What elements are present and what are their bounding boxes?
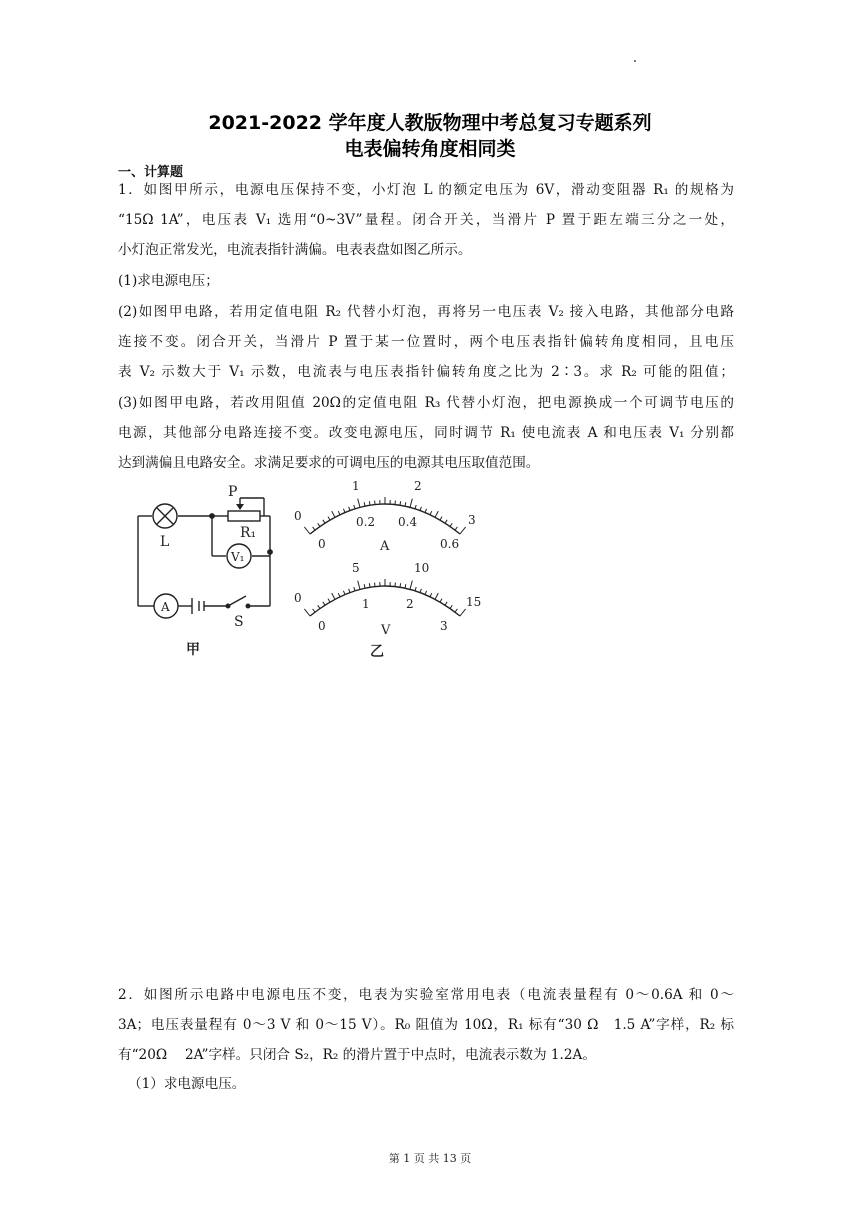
q1-part-2b: 连接不变。闭合开关，当滑片 P 置于某一位置时，两个电压表指针偏转角度相同，且电压 — [118, 334, 734, 350]
voltmeter-outer-tick-2: 10 — [414, 561, 430, 575]
dial-tick — [358, 499, 360, 508]
dial-tick — [435, 593, 438, 599]
dial-tick — [323, 602, 325, 605]
dial-tick — [364, 502, 365, 506]
dial-tick — [400, 583, 401, 587]
dial-tick — [415, 505, 416, 509]
dial-tick — [369, 583, 370, 587]
question-figure — [130, 478, 490, 663]
rheostat-symbol — [228, 511, 260, 521]
dial-tick — [318, 523, 320, 526]
dial-tick — [440, 517, 442, 520]
page-subtitle: 电表偏转角度相同类 — [344, 138, 516, 160]
ammeter-outer-tick-2: 2 — [414, 479, 422, 493]
dial-tick — [328, 599, 330, 602]
ammeter-outer-tick-1: 1 — [352, 479, 360, 493]
page-footer: 第 1 页 共 13 页 — [388, 1152, 472, 1165]
dial-tick — [445, 520, 447, 523]
dial-tick — [358, 581, 360, 590]
section-heading: 一、计算题 — [118, 165, 184, 180]
dial-tick — [349, 507, 350, 511]
switch-symbol — [228, 596, 246, 606]
dial-tick — [332, 511, 335, 517]
voltmeter-inner-tick-2: 2 — [406, 597, 414, 611]
dial-tick — [435, 511, 438, 517]
q1-part-2a: (2)如图甲电路，若用定值电阻 R₂ 代替小灯泡，再将另一电压表 V₂ 接入电路，其他部分电路 — [118, 304, 734, 320]
dial-tick — [354, 587, 355, 591]
dial-tick — [455, 527, 457, 530]
q1-part-1: (1)求电源电压； — [118, 273, 219, 289]
voltmeter-label: V₁ — [231, 550, 245, 564]
dial-tick — [349, 589, 350, 593]
q1-line-1: 1．如图甲所示，电源电压保持不变，小灯泡 L 的额定电压为 6V，滑动变阻器 R₁ 的规格为 — [118, 182, 734, 198]
dial-tick — [445, 602, 447, 605]
ammeter-unit: A — [380, 539, 390, 554]
dial-tick — [328, 517, 330, 520]
voltmeter-dial — [294, 561, 481, 660]
dial-tick — [405, 502, 406, 506]
dial-tick — [455, 609, 457, 612]
lamp-label: L — [160, 534, 170, 550]
dial-tick — [450, 605, 452, 608]
ammeter-inner-tick-1: 0.2 — [356, 515, 376, 529]
dial-tick — [400, 501, 401, 505]
voltmeter-outer-tick-1: 5 — [352, 561, 360, 575]
dial-tick — [364, 584, 365, 588]
ammeter-inner-tick-2: 0.4 — [398, 515, 418, 529]
dial-tick — [313, 527, 315, 530]
q2-part-1: （1）求电源电压。 — [128, 1076, 246, 1092]
ammeter-outer-tick-0: 0 — [294, 509, 302, 523]
circuit-diagram — [138, 498, 272, 618]
q1-line-3: 小灯泡正常发光，电流表指针满偏。电表表盘如图乙所示。 — [118, 242, 472, 258]
dial-tick — [318, 605, 320, 608]
dial-tick — [425, 509, 427, 513]
ammeter-label: A — [161, 600, 170, 614]
q1-line-2: “15Ω 1A”，电压表 V₁ 选用“0~3V”量程。闭合开关，当滑片 P 置于距左端三分之一处， — [118, 212, 734, 228]
dial-tick — [369, 501, 370, 505]
q2-line-3: 有“20Ω 2A”字样。只闭合 S₂，R₂ 的滑片置于中点时，电流表示数为 1.2A。 — [118, 1047, 596, 1063]
dial-tick — [332, 593, 335, 599]
dial-tick — [430, 511, 432, 515]
dial-tick — [460, 609, 466, 616]
speck — [634, 60, 636, 62]
figure-caption-yi: 乙 — [370, 644, 384, 660]
ammeter-inner-tick-3: 0.6 — [440, 537, 460, 551]
rheostat-label: R₁ — [240, 525, 257, 541]
dial-tick — [450, 523, 452, 526]
dial-tick — [343, 591, 345, 595]
dial-tick — [415, 587, 416, 591]
dial-tick — [420, 589, 421, 593]
ammeter-outer-tick-3: 3 — [468, 513, 476, 527]
dial-tick — [343, 509, 345, 513]
dial-tick — [405, 584, 406, 588]
dial-tick — [323, 520, 325, 523]
dial-tick — [354, 505, 355, 509]
q1-part-3c: 达到满偏且电路安全。求满足要求的可调电压的电源其电压取值范围。 — [118, 455, 540, 471]
voltmeter-unit: V — [381, 623, 391, 638]
q1-part-3a: (3)如图甲电路，若改用阻值 20Ω的定值电阻 R₃ 代替小灯泡，把电源换成一个可调节电压的 — [118, 395, 735, 411]
ammeter-dial — [294, 479, 476, 554]
dial-tick — [440, 599, 442, 602]
dial-tick — [338, 511, 340, 515]
dial-tick — [338, 593, 340, 597]
q2-line-1: 2．如图所示电路中电源电压不变，电表为实验室常用电表（电流表量程有 0～0.6A 和 0～ — [118, 987, 734, 1003]
q2-line-2: 3A；电压表量程有 0～3 V 和 0～15 V）。R₀ 阻值为 10Ω，R₁ 标有“30 Ω 1.5 A”字样，R₂ 标 — [118, 1017, 734, 1033]
q1-part-2c: 表 V₂ 示数大于 V₁ 示数，电流表与电压表指针偏转角度之比为 2∶3。求 R₂ 可能的阻值； — [118, 364, 734, 380]
dial-tick — [410, 499, 412, 508]
dial-tick — [304, 527, 310, 534]
dial-tick — [425, 591, 427, 595]
slider-label: P — [228, 484, 238, 500]
ammeter-inner-tick-0: 0 — [318, 537, 326, 551]
dial-tick — [304, 609, 310, 616]
switch-label: S — [234, 614, 244, 630]
q1-part-3b: 电源，其他部分电路连接不变。改变电源电压，同时调节 R₁ 使电流表 A 和电压表 V₁ 分别都 — [118, 425, 734, 441]
dial-tick — [420, 507, 421, 511]
voltmeter-inner-tick-1: 1 — [362, 597, 370, 611]
dial-tick — [410, 581, 412, 590]
voltmeter-inner-tick-3: 3 — [440, 619, 448, 633]
voltmeter-inner-tick-0: 0 — [318, 619, 326, 633]
figure-caption-jia: 甲 — [186, 642, 200, 658]
dial-tick — [313, 609, 315, 612]
voltmeter-outer-tick-0: 0 — [294, 591, 302, 605]
dial-tick — [430, 593, 432, 597]
page-title: 2021-2022 学年度人教版物理中考总复习专题系列 — [208, 112, 652, 134]
voltmeter-outer-tick-3: 15 — [466, 595, 482, 609]
dial-tick — [460, 527, 466, 534]
